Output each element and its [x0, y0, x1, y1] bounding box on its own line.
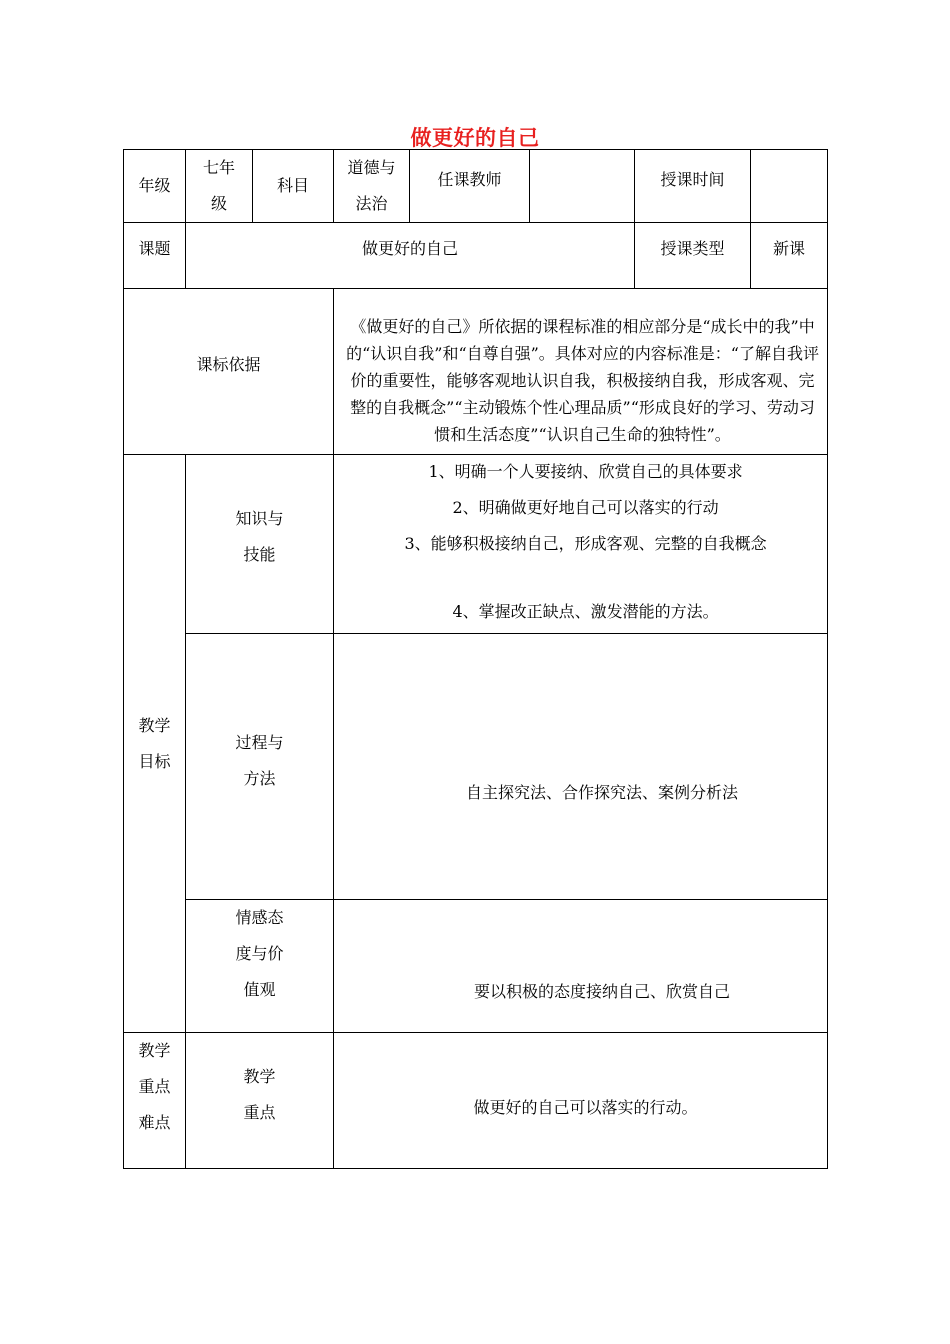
emotion-row: [124, 900, 828, 1033]
knowledge-cell: [334, 455, 828, 634]
key-points-row: [124, 1033, 828, 1169]
time-value: [751, 150, 828, 223]
objectives-label: [124, 455, 186, 1033]
emotion-label-line-1: 情感态: [235, 908, 284, 927]
key-points-sub-label-line-1: 教学: [243, 1067, 276, 1086]
process-label-line-1: 过程与: [235, 733, 284, 752]
process-label: [186, 634, 334, 900]
lesson-type-value: 新课: [751, 223, 828, 289]
key-points-label-line-1: 教学: [138, 1041, 171, 1060]
subject-label: 科目: [253, 150, 334, 223]
knowledge-label-line-1: 知识与: [235, 509, 284, 528]
knowledge-label-line-2: 技能: [243, 545, 276, 564]
subject-value-line-2: 法治: [355, 194, 388, 213]
standard-label: 课标依据: [124, 289, 334, 455]
knowledge-item-3: 3、能够积极接纳自己，形成客观、完整的自我概念: [404, 533, 767, 553]
knowledge-item-4: 4、掌握改正缺点、激发潜能的方法。: [452, 601, 719, 621]
teacher-value: [530, 150, 635, 223]
grade-label: 年级: [124, 150, 186, 223]
knowledge-label: [186, 455, 334, 634]
topic-label: 课题: [124, 223, 186, 289]
process-cell: [334, 634, 828, 900]
time-label: 授课时间: [635, 150, 751, 223]
topic-value: 做更好的自己: [186, 223, 635, 289]
emotion-cell: [334, 900, 828, 1033]
emotion-text: 要以积极的态度接纳自己、欣赏自己: [474, 981, 731, 1001]
standard-row: [124, 289, 828, 455]
key-points-label: [124, 1033, 186, 1169]
key-points-label-line-2: 重点: [138, 1077, 171, 1096]
lesson-type-label: 授课类型: [635, 223, 751, 289]
emotion-label-line-2: 度与价: [235, 944, 284, 963]
emotion-label: [186, 900, 334, 1033]
key-points-text: 做更好的自己可以落实的行动。: [473, 1097, 698, 1117]
grade-value: [186, 150, 253, 223]
standard-cell: [334, 289, 828, 455]
knowledge-item-2: 2、明确做更好地自己可以落实的行动: [452, 497, 719, 517]
page-title: 做更好的自己: [410, 126, 540, 150]
lesson-plan-table: [123, 149, 828, 1169]
standard-text: 《做更好的自己》所依据的课程标准的相应部分是“成长中的我”中的“认识自我”和“自尊自强”。具体对应的内容标准是：“了解自我评价的重要性，能够客观地认识自我，积极接纳自我，形成客观、完整的自我概念”“主动锻炼个性心理品质”“形成良好的学习、劳动习惯和生活态度”“认识自己生命的独特性”。: [346, 316, 819, 444]
grade-value-line-2: 级: [211, 194, 228, 213]
knowledge-item-1: 1、明确一个人要接纳、欣赏自己的具体要求: [428, 461, 743, 481]
subject-value: [334, 150, 410, 223]
grade-value-line-1: 七年: [203, 158, 236, 177]
key-points-label-line-3: 难点: [138, 1113, 171, 1132]
teacher-label: 任课教师: [410, 150, 530, 223]
key-points-cell: [334, 1033, 828, 1169]
subject-value-line-1: 道德与: [347, 158, 396, 177]
process-text: 自主探究法、合作探究法、案例分析法: [466, 783, 739, 802]
key-points-sub-label-line-2: 重点: [243, 1103, 276, 1122]
key-points-sub-label: [186, 1033, 334, 1169]
process-label-line-2: 方法: [243, 769, 276, 788]
process-row: [124, 634, 828, 900]
objectives-label-line-2: 目标: [138, 751, 171, 771]
knowledge-row: [124, 455, 828, 634]
emotion-label-line-3: 值观: [243, 980, 276, 999]
topic-row: [124, 223, 828, 289]
objectives-label-line-1: 教学: [138, 715, 171, 735]
header-row: [124, 150, 828, 223]
